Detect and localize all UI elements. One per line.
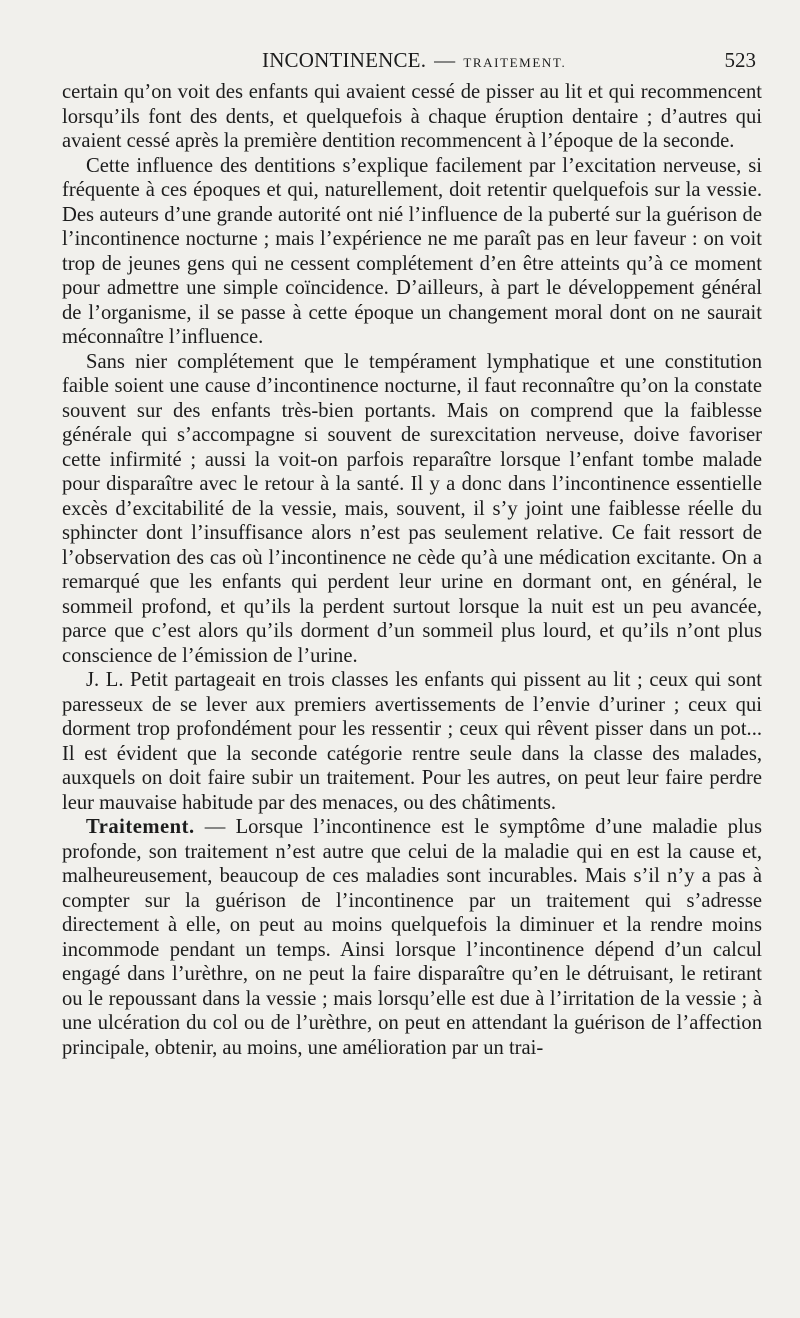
section-subtitle: TRAITEMENT. [463, 55, 567, 70]
section-rubric: Traitement. [86, 816, 195, 838]
running-header [62, 44, 762, 80]
running-title [262, 48, 566, 73]
page-number: 523 [724, 48, 756, 72]
paragraph: J. L. Petit partageait en trois classes les enfants qui pissent au lit ; ceux qui sont paresseux de se lever aux premiers avertissements de l’envie d’uriner ; ceux qui dorment trop profondément pour les ressentir ; ceux qui rêvent pisser dans un pot... Il est évident que la seconde catégorie rentre seule dans la classe des malades, auxquels on doit faire subir un traitement. Pour les autres, on peut leur faire perdre leur mauvaise habitude par des menaces, ou des châtiments. [62, 669, 762, 814]
chapter-title: INCONTINENCE. [262, 48, 427, 72]
body-text [62, 80, 762, 1060]
paragraph-traitement [62, 815, 762, 1060]
paragraph-continued: certain qu’on voit des enfants qui avaient cessé de pisser au lit et qui recommencent lorsqu’ils font des dents, et quelquefois à chaque éruption dentaire ; d’autres qui avaient cessé après la première dentition recommencent à l’époque de la seconde. [62, 81, 762, 152]
paragraph: Cette influence des dentitions s’explique facilement par l’excitation nerveuse, si fréquente à ces époques et qui, naturellement, doit retentir quelquefois sur la vessie. Des auteurs d’une grande autorité ont nié l’influence de la puberté sur la guérison de l’incontinence nocturne ; mais l’expérience ne me paraît pas en leur faveur : on voit trop de jeunes gens qui ne cessent complétement d’en être atteints qu’à ce moment pour admettre une simple coïncidence. D’ailleurs, à part le développement général de l’organisme, il se passe à cette époque un changement moral dont on ne saurait méconnaître l’influence. [62, 154, 762, 348]
paragraph-text: — Lorsque l’incontinence est le symptôme d’une maladie plus profonde, son traitement n’est autre que celui de la maladie qui en est la cause et, malheureusement, beaucoup de ces maladies sont incurables. Mais s’il n’y a pas à compter sur la guérison de l’incontinence par un traitement qui s’adresse directement à elle, on peut au moins quelquefois la diminuer et la rendre moins incommode pendant un temps. Ainsi lorsque l’incontinence dépend d’un calcul engagé dans l’urèthre, on ne peut la faire disparaître qu’en le détruisant, le retirant ou le repoussant dans la vessie ; mais lorsqu’elle est due à l’irritation de la vessie ; à une ulcération du col ou de l’urèthre, on peut en attendant la guérison de l’affection principale, obtenir, au moins, une amélioration par un trai- [62, 816, 762, 1059]
paragraph: Sans nier complétement que le tempérament lymphatique et une constitution faible soient une cause d’incontinence nocturne, il faut reconnaître qu’on la constate souvent sur des enfants très-bien portants. Mais on comprend que la faiblesse générale qui s’accompagne si souvent de surexcitation nerveuse, doive favoriser cette infirmité ; aussi la voit-on parfois reparaître lorsque l’enfant tombe malade pour disparaître avec le retour à la santé. Il y a donc dans l’incontinence essentielle excès d’excitabilité de la vessie, mais, souvent, il s’y joint une faiblesse réelle du sphincter dont l’insuffisance alors n’est pas seulement relative. Ce fait ressort de l’observation des cas où l’incontinence ne cède qu’à une médication excitante. On a remarqué que les enfants qui perdent leur urine en dormant ont, en général, le sommeil profond, et qu’ils la perdent surtout lorsque la nuit est un peu avancée, parce que c’est alors qu’ils dorment d’un sommeil plus lourd, et qu’ils n’ont plus conscience de l’émission de l’urine. [62, 350, 762, 667]
title-separator: — [434, 48, 456, 72]
